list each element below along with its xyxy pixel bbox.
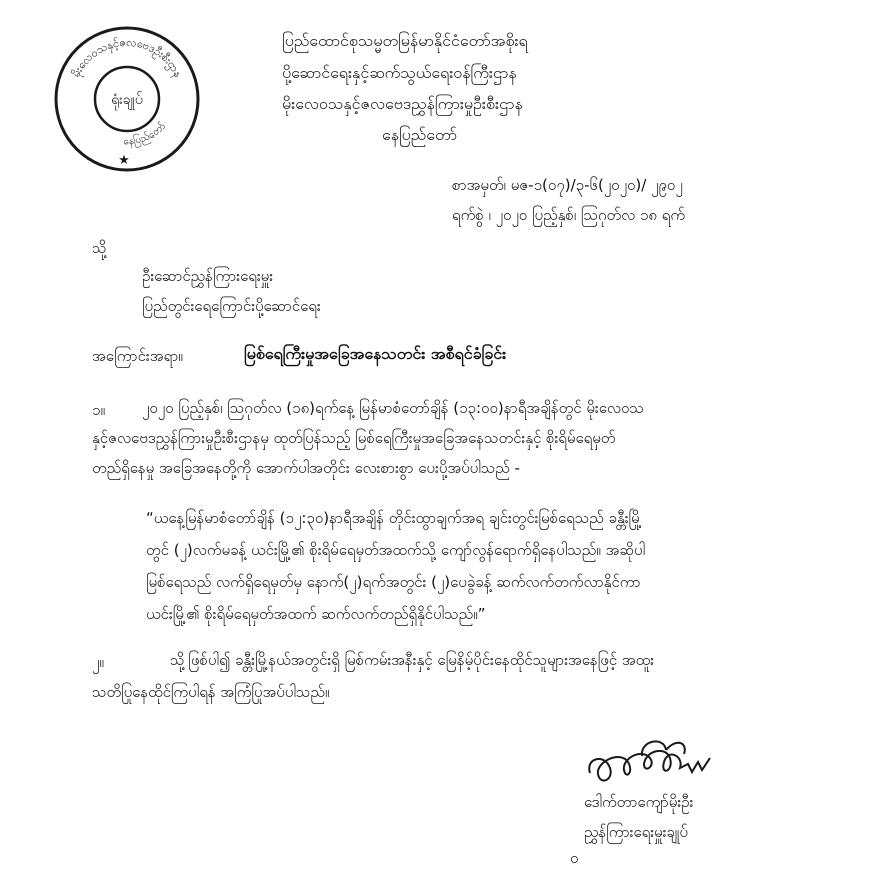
subject-text: မြစ်ရေကြီးမှုအခြေအနေသတင်း အစီရင်ခံခြင်း xyxy=(244,344,507,363)
seal-star-icon: ★ xyxy=(118,153,130,168)
seal-ring-text-bottom: နေပြည်တော် xyxy=(123,120,168,148)
signatory-suffix: ဝ xyxy=(570,849,579,867)
para2-number: ၂။ xyxy=(92,653,104,671)
header-city: နေပြည်တော် xyxy=(382,125,458,144)
seal-center-text: ရုံးချုပ် xyxy=(111,92,143,108)
para1-line: နှင့်ဇလဗေဒညွှန်ကြားမှုဦးစီးဌာနမှ ထုတ်ပြန်သည့် မြစ်ရေကြီးမှုအခြေအနေသတင်းနှင့် စိုးရိမ်ရေမှတ် xyxy=(92,429,616,447)
handwritten-signature xyxy=(580,728,730,798)
para2-line: သတိပြုနေထိုင်ကြပါရန် အကြံပြုအပ်ပါသည်။ xyxy=(92,683,330,701)
subject-label: အကြောင်းအရာ။ xyxy=(92,347,183,365)
to-label: သို့ xyxy=(92,239,107,257)
signatory-title: ညွှန်ကြားရေးမှူးချုပ် xyxy=(584,823,688,841)
signatory-name: ဒေါက်တာကျော်မိုးဦး xyxy=(584,793,694,811)
para1-line: ၂၀၂၀ ပြည့်နှစ်၊ ဩဂုတ်လ (၁၈)ရက်နေ့ မြန်မာစံတော်ချိန် (၁၃:၀၀)နာရီအချိန်တွင် မိုးလေဝသ xyxy=(142,399,644,417)
quote-line: မြစ်ရေသည် လက်ရှိရေမှတ်မှ နောက်(၂)ရက်အတွင်း (၂)ပေခွဲခန့် ဆက်လက်တက်လာနိုင်ကာ xyxy=(146,573,641,591)
header-department: မိုးလေဝသနှင့်ဇလဗေဒညွှန်ကြားမှုဦးစီးဌာန xyxy=(282,94,523,113)
quote-line: ယင်းမြို့၏ စိုးရိမ်ရေမှတ်အထက် ဆက်လက်တည်ရှိနိုင်ပါသည်။” xyxy=(146,605,486,623)
quote-line: “ယနေ့မြန်မာစံတော်ချိန် (၁၂:၃၀)နာရီအချိန် တိုင်းထွာချက်အရ ချင်းတွင်းမြစ်ရေသည် ခန္တီးမြို့ xyxy=(146,509,642,527)
recipient-organization: ပြည်တွင်းရေကြောင်းပို့ဆောင်ရေး xyxy=(142,297,321,315)
office-seal xyxy=(52,24,202,174)
header-ministry: ပို့ဆောင်ရေးနှင့်ဆက်သွယ်ရေးဝန်ကြီးဌာန xyxy=(282,63,517,82)
quote-line: တွင် (၂)လက်မခန့် ယင်းမြို့၏ စိုးရိမ်ရေမှတ်အထက်သို့ ကျော်လွန်ရောက်ရှိနေပါသည်။ အဆိုပါ xyxy=(146,541,646,559)
seal-ring-text: မိုးလေဝသနှင့်ဇလဗေဒဦးစီးဌာန xyxy=(69,35,185,80)
para1-number: ၁။ xyxy=(92,401,105,419)
para2-line: သို့ဖြစ်ပါ၍ ခန္တီးမြို့နယ်အတွင်းရှိ မြစ်ကမ်းအနီးနှင့် မြေနိမ့်ပိုင်းနေထိုင်သူများအနေဖြင့် အထူး xyxy=(170,651,654,669)
letter-date: ရက်စွဲ ၊ ၂၀၂၀ ပြည့်နှစ်၊ ဩဂုတ်လ ၁၈ ရက် xyxy=(452,206,686,224)
header-government: ပြည်ထောင်စုသမ္မတမြန်မာနိုင်ငံတော်အစိုးရ xyxy=(282,31,528,50)
para1-line: တည်ရှိနေမှု အခြေအနေတို့ကို အောက်ပါအတိုင်း လေးစားစွာ ပေးပို့အပ်ပါသည် - xyxy=(92,459,520,477)
recipient-title: ဦးဆောင်ညွှန်ကြားရေးမှူး xyxy=(142,267,274,285)
letter-number: စာအမှတ်၊ မဇ-၁(၀၇)/၃-၆(၂၀၂၀)/ ၂၉၀၂ xyxy=(452,176,683,194)
